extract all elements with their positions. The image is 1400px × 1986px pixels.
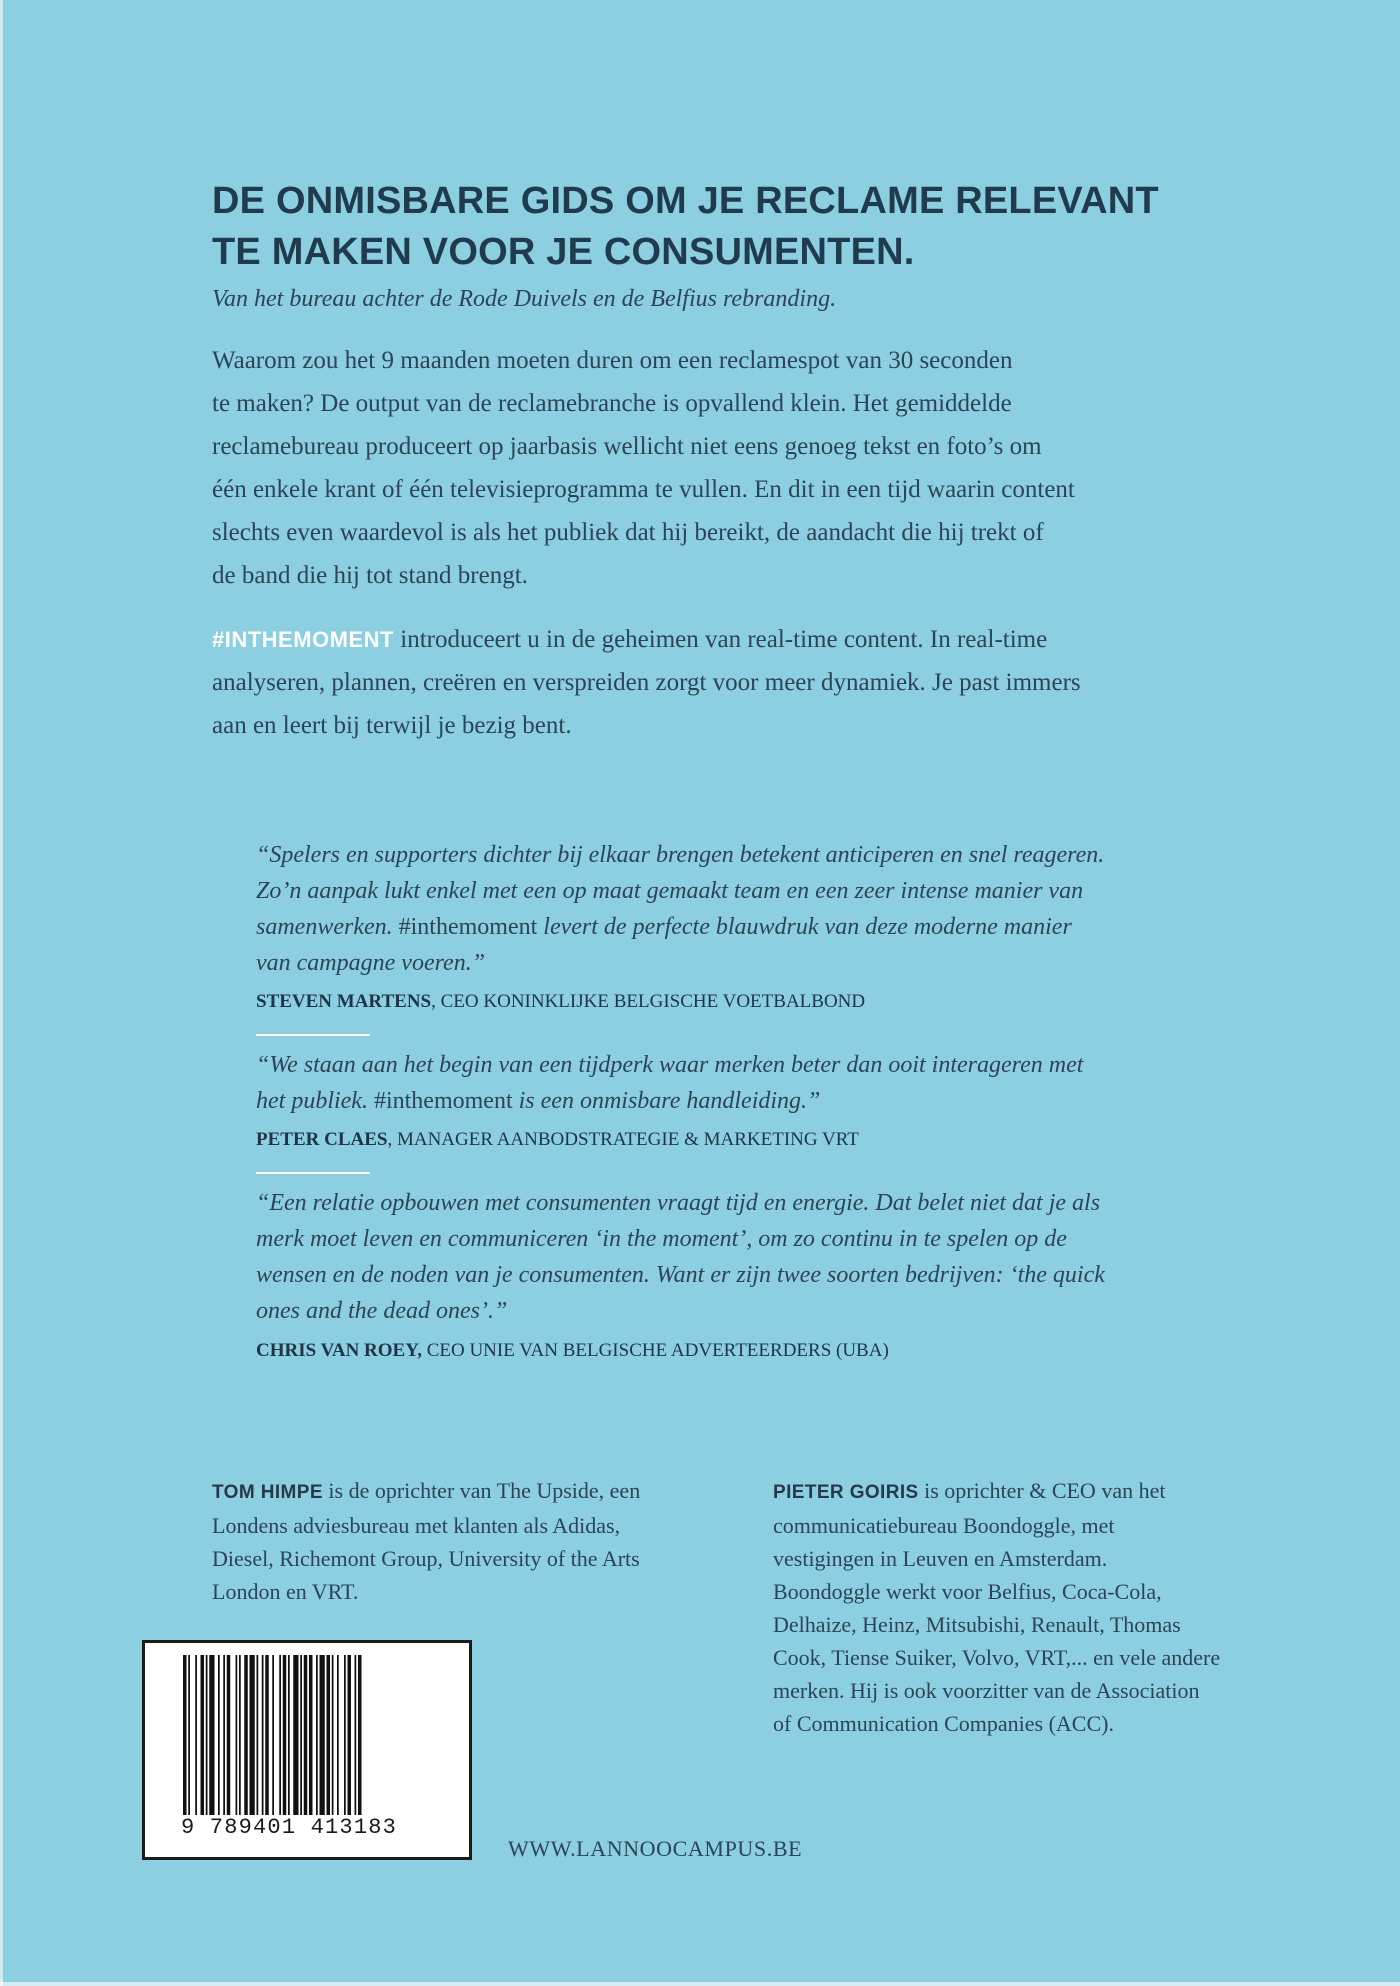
- isbn-barcode: [142, 1640, 472, 1860]
- quote-divider: [256, 1034, 370, 1036]
- quote-divider: [256, 1172, 370, 1174]
- bio-line: merken. Hij is ook voorzitter van de Association: [773, 1678, 1200, 1703]
- quote-attribution: [256, 989, 1256, 1015]
- quote-hashtag: #inthemoment: [373, 1088, 513, 1114]
- quote-line: [256, 909, 1256, 945]
- quote-line: wensen en de noden van je consumenten. Want er zijn twee soorten bedrijven: ‘the quick: [256, 1262, 1105, 1288]
- bio-line: vestigingen in Leuven en Amsterdam.: [773, 1546, 1108, 1571]
- paragraph-line: [212, 618, 1312, 661]
- testimonial-quote: [256, 1185, 1256, 1329]
- cover-edge: [0, 0, 3, 1986]
- barcode-icon: [183, 1655, 433, 1815]
- bio-line: Diesel, Richemont Group, University of the Arts: [212, 1546, 640, 1571]
- quote-line: van campagne voeren.”: [256, 950, 486, 976]
- headline: [212, 176, 1212, 278]
- bio-line: Cook, Tiense Suiker, Volvo, VRT,... en vele andere: [773, 1645, 1221, 1670]
- quote-line: Zo’n aanpak lukt enkel met een op maat gemaakt team en een zeer intense manier van: [256, 878, 1084, 904]
- paragraph-line: reclamebureau produceert op jaarbasis wellicht niet eens genoeg tekst en foto’s om: [212, 433, 1042, 460]
- author-name: PIETER GOIRIS: [773, 1482, 919, 1503]
- quote-attribution: [256, 1338, 1256, 1364]
- paragraph-line: aan en leert bij terwijl je bezig bent.: [212, 712, 572, 739]
- paragraph-line: Waarom zou het 9 maanden moeten duren om een reclamespot van 30 seconden: [212, 347, 1013, 374]
- bio-line: [212, 1474, 752, 1509]
- quote-line: ones and the dead ones’.”: [256, 1298, 508, 1324]
- bio-line: Londens adviesbureau met klanten als Adidas,: [212, 1513, 621, 1538]
- bio-line: of Communication Companies (ACC).: [773, 1711, 1114, 1736]
- quote-text: het publiek.: [256, 1088, 374, 1114]
- quote-line: “Een relatie opbouwen met consumenten vraagt tijd en energie. Dat belet niet dat je als: [256, 1190, 1101, 1216]
- quote-text: levert de perfecte blauwdruk van deze moderne manier: [537, 914, 1072, 940]
- bio-line: Delhaize, Heinz, Mitsubishi, Renault, Thomas: [773, 1612, 1181, 1637]
- paragraph-line: één enkele krant of één televisieprogramma te vullen. En dit in een tijd waarin content: [212, 476, 1075, 503]
- quote-line: [256, 1083, 1256, 1119]
- author-bio-pieter-goiris: [773, 1474, 1313, 1740]
- bio-line: Boondoggle werkt voor Belfius, Coca-Cola,: [773, 1579, 1162, 1604]
- bio-line: [773, 1474, 1313, 1509]
- attribution-name: CHRIS VAN ROEY,: [256, 1340, 422, 1361]
- author-name: TOM HIMPE: [212, 1482, 323, 1503]
- isbn-number: 9 789401 413183: [181, 1815, 398, 1840]
- attribution-role: CEO UNIE VAN BELGISCHE ADVERTEERDERS (UBA): [421, 1340, 889, 1361]
- testimonial-quote: [256, 1047, 1256, 1119]
- quote-line: “We staan aan het begin van een tijdperk waar merken beter dan ooit interageren met: [256, 1052, 1084, 1078]
- bio-text: is de oprichter van The Upside, een: [322, 1478, 641, 1503]
- cover-edge-bottom: [0, 1982, 1400, 1986]
- attribution-name: STEVEN MARTENS: [256, 991, 432, 1012]
- paragraph-line: slechts even waardevol is als het publiek dat hij bereikt, de aandacht die hij trekt of: [212, 519, 1044, 546]
- hashtag-paragraph: [212, 618, 1312, 747]
- headline-line: TE MAKEN VOOR JE CONSUMENTEN.: [212, 231, 915, 273]
- attribution-role: , CEO KONINKLIJKE BELGISCHE VOETBALBOND: [431, 991, 866, 1012]
- quote-text: is een onmisbare handleiding.”: [512, 1088, 821, 1114]
- attribution-name: PETER CLAES: [256, 1129, 388, 1150]
- paragraph-line: te maken? De output van de reclamebranche is opvallend klein. Het gemiddelde: [212, 390, 1012, 417]
- intro-paragraph: [212, 339, 1312, 597]
- subtitle: Van het bureau achter de Rode Duivels en de Belfius rebranding.: [212, 286, 837, 312]
- attribution-role: , MANAGER AANBODSTRATEGIE & MARKETING VRT: [387, 1129, 859, 1150]
- bio-line: London en VRT.: [212, 1579, 359, 1604]
- author-bio-tom-himpe: [212, 1474, 752, 1608]
- quote-line: merk moet leven en communiceren ‘in the moment’, om zo continu in te spelen op de: [256, 1226, 1067, 1252]
- publisher-website: WWW.LANNOOCAMPUS.BE: [508, 1836, 803, 1861]
- bio-text: is oprichter & CEO van het: [918, 1478, 1166, 1503]
- paragraph-text: introduceert u in de geheimen van real-time content. In real-time: [394, 626, 1048, 653]
- testimonial-quote: [256, 837, 1256, 981]
- quote-text: samenwerken.: [256, 914, 393, 940]
- quote-hashtag: #inthemoment: [398, 914, 538, 940]
- headline-line: DE ONMISBARE GIDS OM JE RECLAME RELEVANT: [212, 180, 1159, 222]
- bio-line: communicatiebureau Boondoggle, met: [773, 1513, 1115, 1538]
- paragraph-line: analyseren, plannen, creëren en verspreiden zorgt voor meer dynamiek. Je past immers: [212, 669, 1081, 696]
- quote-attribution: [256, 1127, 1256, 1153]
- quote-line: “Spelers en supporters dichter bij elkaar brengen betekent anticiperen en snel reageren.: [256, 842, 1105, 868]
- paragraph-line: de band die hij tot stand brengt.: [212, 562, 528, 589]
- hashtag-label: #INTHEMOMENT: [212, 627, 394, 652]
